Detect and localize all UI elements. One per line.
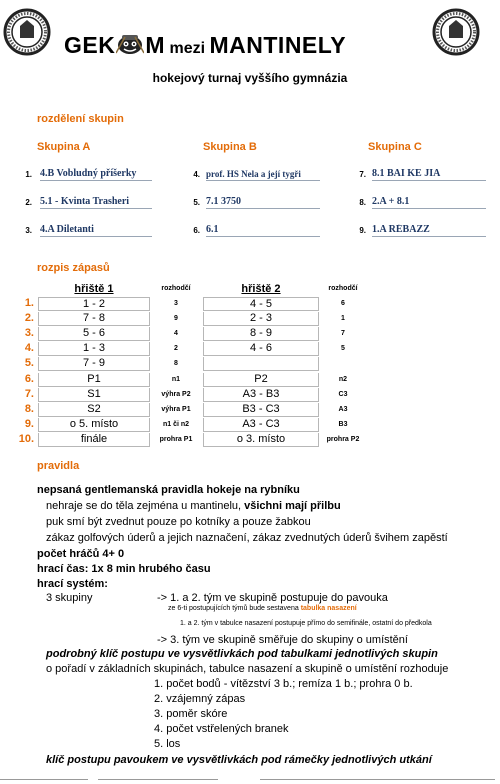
court-1-match: 7 - 9 xyxy=(38,357,150,371)
team-name: 5.1 - Kvinta Trasheri xyxy=(40,196,152,209)
advancement-line: -> 1. a 2. tým ve skupině postupuje do pavouka xyxy=(157,592,388,604)
court-2-match: 4 - 6 xyxy=(203,342,319,356)
court-1-referee: výhra P1 xyxy=(161,406,191,413)
match-number: 4. xyxy=(24,342,34,354)
match-number: 1. xyxy=(24,297,34,309)
ranking-criterion: 1. počet bodů - vítězství 3 b.; remíza 1 b.; prohra 0 b. xyxy=(154,678,413,690)
team-name: 7.1 3750 xyxy=(206,196,320,209)
group-heading-a: Skupina A xyxy=(37,141,91,153)
court-2-referee: A3 xyxy=(338,406,348,413)
rules-heading: nepsaná gentlemanská pravidla hokeje na rybníku xyxy=(37,484,300,496)
court-2-match xyxy=(203,357,319,371)
rule-line: puk smí být zvednut pouze po kotníky a pouze žabkou xyxy=(46,516,311,528)
play-time: hrací čas: 1x 8 min hrubého času xyxy=(37,563,211,575)
court-1-referee: n1 či n2 xyxy=(162,421,190,428)
team-number: 4. xyxy=(193,170,200,179)
court-2-match: P2 xyxy=(203,373,319,387)
court-1-referee: 2 xyxy=(174,345,178,352)
section-heading-schedule: rozpis zápasů xyxy=(37,262,110,274)
team-number: 9. xyxy=(359,226,366,235)
match-number: 10. xyxy=(18,433,34,445)
court-1-match: 1 - 3 xyxy=(38,342,150,356)
group-heading-b: Skupina B xyxy=(203,141,257,153)
players-count: počet hráčů 4+ 0 xyxy=(37,548,125,560)
team-name: 6.1 xyxy=(206,224,320,237)
hockey-puck-mascot-icon xyxy=(116,33,144,55)
key-note: klíč postupu pavoukem ve vysvětlivkách pod rámečky jednotlivých utkání xyxy=(46,754,432,766)
court-1-referee: 9 xyxy=(174,315,178,322)
rule-line: zákaz golfových úderů a jejich naznačení, zákaz zvednutých úderů švihem zapěstí xyxy=(46,532,448,544)
match-number: 9. xyxy=(24,418,34,430)
court-2-referee: 1 xyxy=(341,315,345,322)
footer-rule xyxy=(0,779,88,780)
court-2-match: o 3. místo xyxy=(203,433,319,447)
court-2-referee: prohra P2 xyxy=(326,436,360,443)
ranking-criterion: 3. poměr skóre xyxy=(154,708,228,720)
court-1-referee: 3 xyxy=(174,300,178,307)
court-1-referee: prohra P1 xyxy=(159,436,193,443)
ranking-criterion: 4. počet vstřelených branek xyxy=(154,723,289,735)
court-2-match: 8 - 9 xyxy=(203,327,319,341)
section-heading-groups: rozdělení skupin xyxy=(37,113,124,125)
team-number: 1. xyxy=(25,170,32,179)
court-1-match: 5 - 6 xyxy=(38,327,150,341)
court-2-heading: hřiště 2 xyxy=(241,283,281,295)
court-2-match: 2 - 3 xyxy=(203,312,319,326)
court-2-referee: 6 xyxy=(341,300,345,307)
group-heading-c: Skupina C xyxy=(368,141,422,153)
team-name: 2.A + 8.1 xyxy=(372,196,486,209)
team-number: 7. xyxy=(359,170,366,179)
team-name: 1.A RÉBAZZ xyxy=(372,224,486,237)
match-number: 2. xyxy=(24,312,34,324)
groups-count: 3 skupiny xyxy=(46,592,93,604)
match-number: 5. xyxy=(24,357,34,369)
team-number: 8. xyxy=(359,198,366,207)
court-1-match: finále xyxy=(38,433,150,447)
club-seal-icon xyxy=(3,8,51,56)
subtitle: hokejový turnaj vyššího gymnázia xyxy=(152,71,348,85)
match-number: 8. xyxy=(24,403,34,415)
advancement-note: 1. a 2. tým v tabulce nasazení postupuje přímo do semifinále, ostatní do předkola xyxy=(180,620,432,627)
court-1-referee: 4 xyxy=(174,330,178,337)
ranking-criterion: 2. vzájemný zápas xyxy=(154,693,246,705)
court-1-match: 1 - 2 xyxy=(38,297,150,311)
referee-heading: rozhodčí xyxy=(161,285,191,292)
club-seal-icon xyxy=(432,8,480,56)
court-1-match: 7 - 8 xyxy=(38,312,150,326)
team-name: 4.A Diletanti xyxy=(40,224,152,237)
court-2-referee: 7 xyxy=(341,330,345,337)
match-number: 7. xyxy=(24,388,34,400)
court-2-match: 4 - 5 xyxy=(203,297,319,311)
court-1-match: S1 xyxy=(38,388,150,402)
game-system-heading: hrací systém: xyxy=(37,578,108,590)
footer-rule xyxy=(98,779,218,780)
court-1-heading: hřiště 1 xyxy=(74,283,114,295)
court-1-match: P1 xyxy=(38,373,150,387)
court-1-referee: n1 xyxy=(171,376,181,383)
match-number: 6. xyxy=(24,373,34,385)
advancement-line: -> 3. tým ve skupině směřuje do skupiny o umístění xyxy=(157,634,408,646)
ranking-intro: o pořadí v základních skupinách, tabulce nasazení a skupině o umístění rozhoduje xyxy=(46,663,449,675)
court-2-match: B3 - C3 xyxy=(203,403,319,417)
court-1-referee: 8 xyxy=(174,360,178,367)
court-2-referee: 5 xyxy=(341,345,345,352)
team-number: 5. xyxy=(193,198,200,207)
team-name: 8.1 BAI KE JIA xyxy=(372,168,486,181)
team-number: 6. xyxy=(193,226,200,235)
key-note: podrobný klíč postupu ve vysvětlivkách pod tabulkami jednotlivých skupin xyxy=(46,648,438,660)
court-2-match: A3 - C3 xyxy=(203,418,319,432)
team-name: 4.B Vobludný příšerky xyxy=(40,168,152,181)
section-heading-rules: pravidla xyxy=(37,460,80,472)
court-1-match: S2 xyxy=(38,403,150,417)
footer-rule xyxy=(260,779,495,780)
page-title: GEK M mezi MANTINELY xyxy=(64,32,347,58)
court-1-referee: výhra P2 xyxy=(161,391,191,398)
referee-heading: rozhodčí xyxy=(328,285,358,292)
court-2-referee: B3 xyxy=(338,421,348,428)
court-2-referee: n2 xyxy=(338,376,348,383)
team-number: 3. xyxy=(25,226,32,235)
team-name: prof. HS Nela a její tygři xyxy=(206,168,320,181)
match-number: 3. xyxy=(24,327,34,339)
court-2-referee: C3 xyxy=(338,391,348,398)
court-1-match: o 5. místo xyxy=(38,418,150,432)
ranking-criterion: 5. los xyxy=(154,738,181,750)
team-number: 2. xyxy=(25,198,32,207)
advancement-note: ze 6-ti postupujících týmů bude sestavena tabulka nasazení xyxy=(168,605,357,612)
court-2-match: A3 - B3 xyxy=(203,388,319,402)
rule-line: nehraje se do těla zejména u mantinelu, všichni mají přilbu xyxy=(46,500,341,512)
